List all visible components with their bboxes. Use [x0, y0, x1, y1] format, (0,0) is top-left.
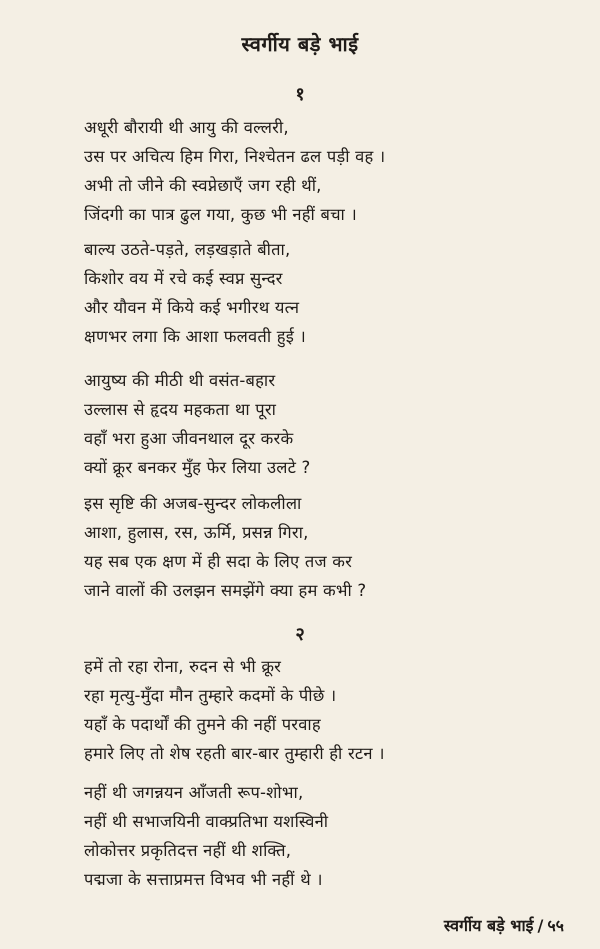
- stanza-1-4: [84, 489, 554, 605]
- footer-separator: /: [537, 916, 544, 935]
- verse-line: किशोर वय में रचे कई स्वप्न सुन्दर: [84, 269, 283, 288]
- verse-line: उस पर अचित्य हिम गिरा, निश्चेतन ढल पड़ी वह ।: [84, 147, 386, 166]
- verse-line: रहा मृत्यु-मुँदा मौन तुम्हारे कदमों के पीछे ।: [84, 686, 337, 705]
- stanza-1-1: [84, 113, 554, 229]
- verse-line: बाल्य उठते-पड़ते, लड़खड़ाते बीता,: [84, 240, 291, 259]
- verse-line: इस सृष्टि की अजब-सुन्दर लोकलीला: [84, 494, 302, 513]
- verse-line: नहीं थी सभाजयिनी वाक्प्रतिभा यशस्विनी: [84, 812, 329, 831]
- verse-line: अभी तो जीने की स्वप्नेछाएँ जग रही थीं,: [84, 176, 322, 195]
- verse-line: जिंदगी का पात्र ढुल गया, कुछ भी नहीं बचा ।: [84, 205, 357, 224]
- running-title: स्वर्गीय बड़े भाई: [443, 916, 534, 935]
- verse-line: यह सब एक क्षण में ही सदा के लिए तज कर: [84, 552, 353, 571]
- section-number-1: १: [295, 84, 305, 105]
- verse-line: हमारे लिए तो शेष रहती बार-बार तुम्हारी ही रटन ।: [84, 744, 385, 763]
- page-number: ५५: [547, 916, 564, 935]
- verse-line: क्यों क्रूर बनकर मुँह फेर लिया उलटे ?: [84, 458, 311, 477]
- verse-line: अधूरी बौरायी थी आयु की वल्लरी,: [84, 118, 289, 137]
- verse-line: आशा, हुलास, रस, ऊर्मि, प्रसन्न गिरा,: [84, 523, 309, 542]
- verse-line: पद्मजा के सत्ताप्रमत्त विभव भी नहीं थे ।: [84, 870, 323, 889]
- verse-line: वहाँ भरा हुआ जीवनथाल दूर करके: [84, 429, 294, 448]
- poem-title: स्वर्गीय बड़े भाई: [241, 32, 359, 56]
- verse-line: नहीं थी जगन्नयन आँजती रूप-शोभा,: [84, 783, 304, 802]
- stanza-2-2: [84, 778, 554, 894]
- verse-line: आयुष्य की मीठी थी वसंत-बहार: [84, 371, 276, 390]
- verse-line: और यौवन में किये कई भगीरथ यत्न: [84, 298, 300, 317]
- verse-line: उल्लास से हृदय महकता था पूरा: [84, 400, 277, 419]
- verse-line: क्षणभर लगा कि आशा फलवती हुई ।: [84, 327, 306, 346]
- stanza-2-1: [84, 652, 554, 768]
- verse-line: यहाँ के पदार्थों की तुमने की नहीं परवाह: [84, 715, 321, 734]
- stanza-1-2: [84, 235, 554, 351]
- verse-line: हमें तो रहा रोना, रुदन से भी क्रूर: [84, 657, 282, 676]
- verse-line: लोकोत्तर प्रकृतिदत्त नहीं थी शक्ति,: [84, 841, 292, 860]
- verse-line: जाने वालों की उलझन समझेंगे क्या हम कभी ?: [84, 581, 367, 600]
- section-number-2: २: [295, 624, 305, 645]
- page-footer: [444, 914, 564, 936]
- stanza-1-3: [84, 366, 554, 482]
